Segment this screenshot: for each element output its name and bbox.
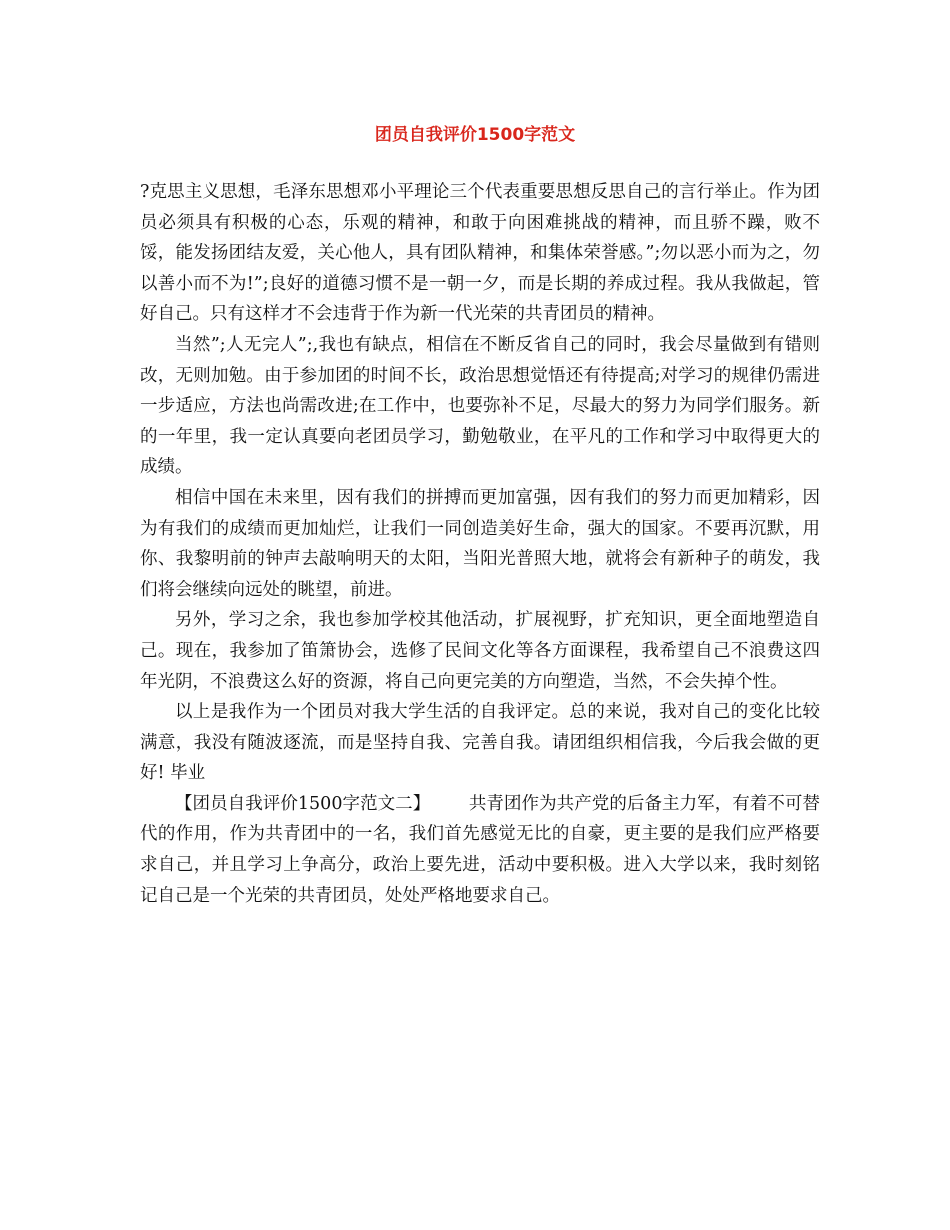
paragraph-5: 以上是我作为一个团员对我大学生活的自我评定。总的来说，我对自己的变化比较满意，我没有随波逐流，而是坚持自我、完善自我。请团组织相信我，今后我会做的更好! 毕业 [140,702,820,784]
paragraph-3: 相信中国在未来里，因有我们的拼搏而更加富强，因有我们的努力而更加精彩，因为有我们的成绩而更加灿烂，让我们一同创造美好生命，强大的国家。不要再沉默，用你、我黎明前的钟声去敲响明天的太阳，当阳光普照大地，就将会有新种子的萌发，我们将会继续向远处的眺望，前进。 [140,487,820,600]
paragraph-section-two [140,789,820,911]
section-two-text: 共青团作为共产党的后备主力军，有着不可替代的作用，作为共青团中的一名，我们首先感觉无比的自豪，更主要的是我们应严格要求自己，并且学习上争高分，政治上要先进，活动中要积极。进入大学以来，我时刻铭记自己是一个光荣的共青团员，处处严格地要求自己。 [140,793,820,906]
document-title: 团员自我评价1500字范文 [374,125,576,145]
paragraph-2: 当然”;人无完人”;,我也有缺点，相信在不断反省自己的同时，我会尽量做到有错则改，无则加勉。由于参加团的时间不长，政治思想觉悟还有待提高;对学习的规律仍需进一步适应，方法也尚需改进;在工作中，也要弥补不足，尽最大的努力为同学们服务。新的一年里，我一定认真要向老团员学习，勤勉敬业，在平凡的工作和学习中取得更大的成绩。 [140,334,820,478]
paragraph-4: 另外，学习之余，我也参加学校其他活动，扩展视野，扩充知识，更全面地塑造自己。现在，我参加了笛箫协会，选修了民间文化等各方面课程，我希望自己不浪费这四年光阴，不浪费这么好的资源，将自己向更完美的方向塑造，当然，不会失掉个性。 [140,610,820,692]
section-two-heading: 【团员自我评价1500字范文二】 [175,793,431,814]
document-body [140,177,820,911]
paragraph-1: ?克思主义思想，毛泽东思想邓小平理论三个代表重要思想反思自己的言行举止。作为团员必须具有积极的心态，乐观的精神，和敢于向困难挑战的精神，而且骄不躁，败不馁，能发扬团结友爱，关心他人，具有团队精神，和集体荣誉感。”;勿以恶小而为之，勿以善小而不为!”;良好的道德习惯不是一朝一夕，而是长期的养成过程。我从我做起，管好自己。只有这样才不会违背于作为新一代光荣的共青团员的精神。 [140,182,820,325]
